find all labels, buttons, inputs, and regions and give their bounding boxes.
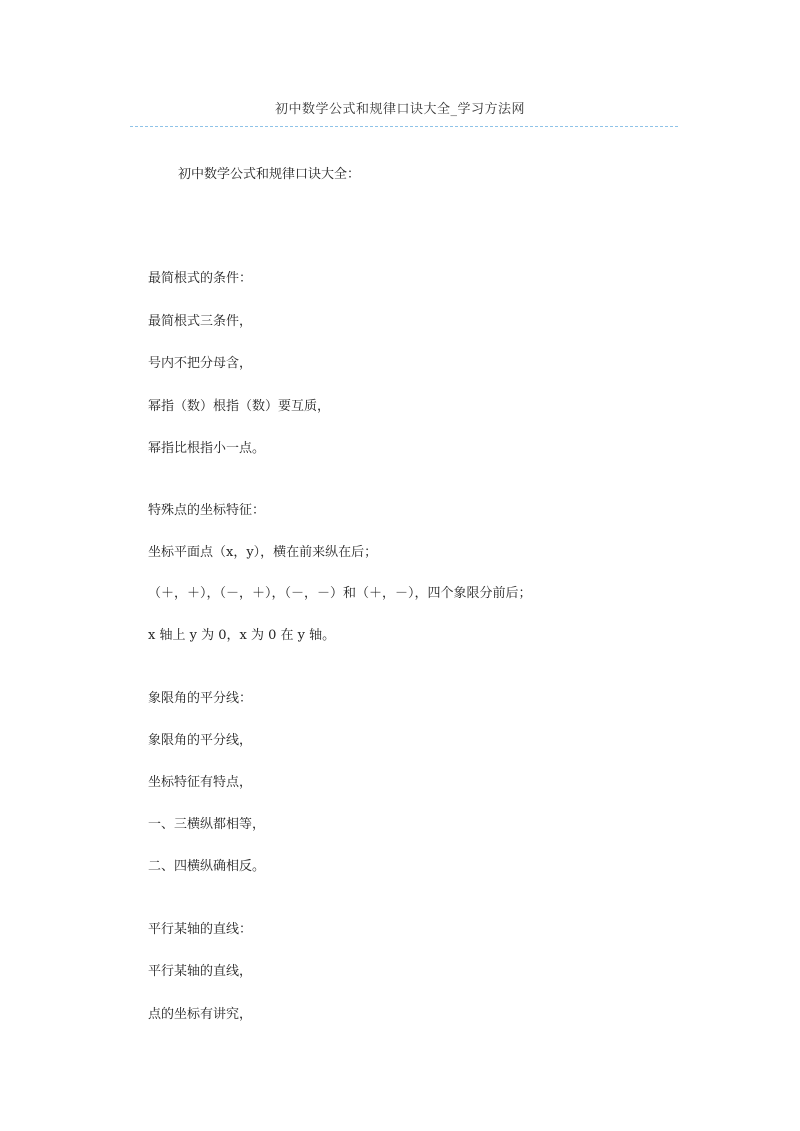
page-header-title: 初中数学公式和规律口诀大全_学习方法网 bbox=[274, 102, 525, 117]
text-line: 平行某轴的直线， bbox=[148, 964, 253, 979]
section-heading-radical: 最简根式的条件： bbox=[148, 271, 253, 286]
text-line: 二、四横纵确相反。 bbox=[148, 859, 266, 874]
section-heading-parallel: 平行某轴的直线： bbox=[148, 922, 253, 937]
header-divider bbox=[130, 126, 678, 127]
intro-paragraph: 初中数学公式和规律口诀大全： bbox=[178, 167, 361, 182]
text-line: 坐标特征有特点， bbox=[148, 775, 253, 790]
section-heading-bisector: 象限角的平分线： bbox=[148, 691, 253, 706]
text-line: 一、三横纵都相等， bbox=[148, 817, 266, 832]
text-line: 幂指比根指小一点。 bbox=[148, 441, 266, 456]
text-line: 象限角的平分线， bbox=[148, 733, 253, 748]
section-heading-coordinates: 特殊点的坐标特征： bbox=[148, 503, 266, 518]
text-line: 点的坐标有讲究， bbox=[148, 1007, 253, 1022]
text-line: 最简根式三条件， bbox=[148, 314, 253, 329]
text-line: 坐标平面点（x，y），横在前来纵在后； bbox=[148, 545, 378, 560]
text-line: 号内不把分母含， bbox=[148, 356, 253, 371]
text-line: 幂指（数）根指（数）要互质， bbox=[148, 399, 331, 414]
text-line: x 轴上 y 为 0，x 为 0 在 y 轴。 bbox=[148, 628, 336, 643]
text-line: （＋，＋），（－，＋），（－，－）和（＋，－），四个象限分前后； bbox=[148, 586, 532, 601]
